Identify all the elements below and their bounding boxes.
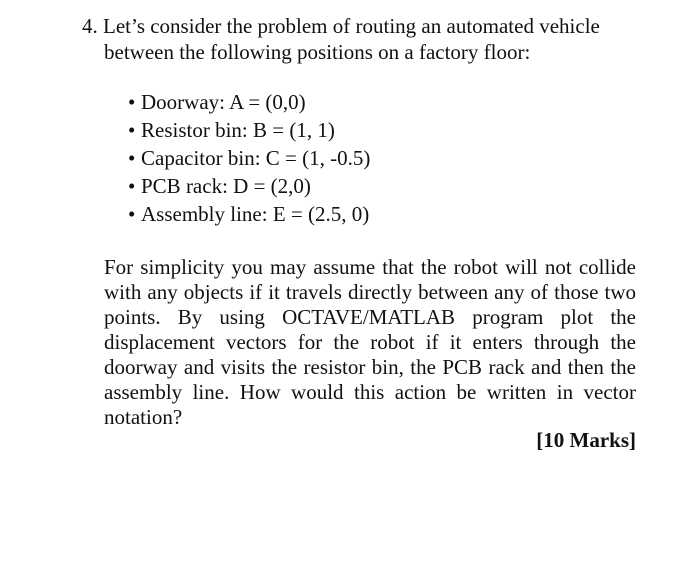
question-title-line-1: 4. Let’s consider the problem of routing an automated vehicle [82, 14, 600, 38]
bullet-icon: • [128, 174, 136, 198]
positions-list [128, 88, 370, 228]
bullet-icon: • [128, 118, 136, 142]
paragraph-line: doorway and visits the resistor bin, the PCB rack and then the [104, 355, 636, 379]
paragraph-line: For simplicity you may assume that the robot will not collide [104, 255, 636, 279]
list-item [128, 144, 370, 172]
list-item [128, 116, 370, 144]
position-doorway: Doorway: A = (0,0) [141, 90, 306, 114]
paragraph-line: notation? [104, 405, 183, 429]
list-item [128, 172, 370, 200]
paragraph-line: points. By using OCTAVE/MATLAB program plot the [104, 305, 636, 329]
marks-label: [10 Marks] [536, 428, 636, 452]
list-item [128, 200, 370, 228]
bullet-icon: • [128, 202, 136, 226]
position-resistor-bin: Resistor bin: B = (1, 1) [141, 118, 335, 142]
list-item [128, 88, 370, 116]
paragraph-line: assembly line. How would this action be written in vector [104, 380, 636, 404]
position-pcb-rack: PCB rack: D = (2,0) [141, 174, 311, 198]
question-title-line-2: between the following positions on a factory floor: [104, 40, 531, 64]
paragraph-line: with any objects if it travels directly between any of those two [104, 280, 636, 304]
bullet-icon: • [128, 90, 136, 114]
position-assembly-line: Assembly line: E = (2.5, 0) [141, 202, 370, 226]
instructions-paragraph [104, 255, 636, 430]
position-capacitor-bin: Capacitor bin: C = (1, -0.5) [141, 146, 371, 170]
paragraph-line: displacement vectors for the robot if it enters through the [104, 330, 636, 354]
bullet-icon: • [128, 146, 136, 170]
